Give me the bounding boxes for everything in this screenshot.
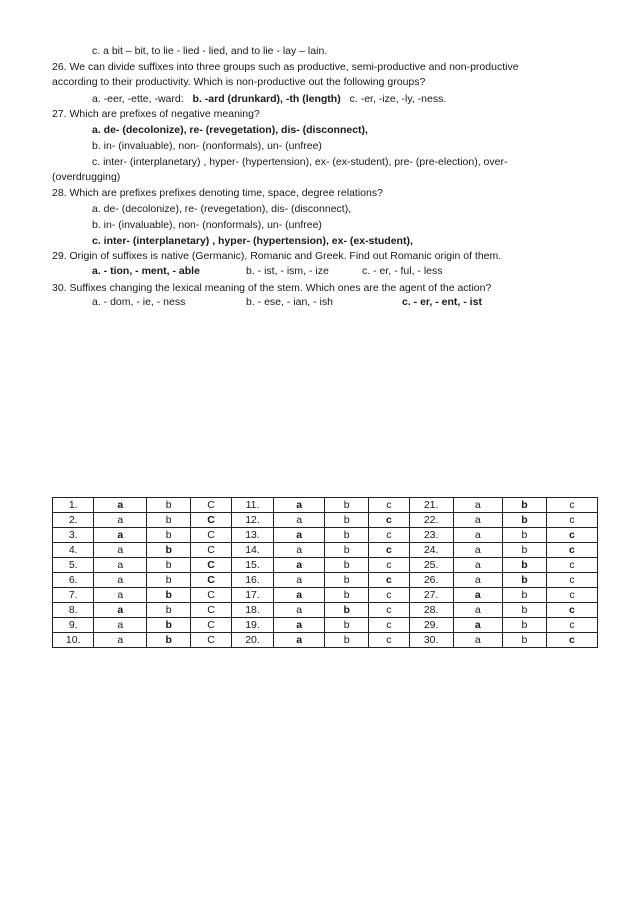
answer-option-cell: b bbox=[147, 513, 191, 528]
answer-option-cell: C bbox=[191, 588, 232, 603]
question-number-cell: 12. bbox=[231, 513, 273, 528]
table-row bbox=[53, 558, 598, 573]
answer-option-cell: b bbox=[147, 558, 191, 573]
answer-option-cell: b bbox=[502, 528, 546, 543]
answer-option-cell: c bbox=[369, 573, 409, 588]
answer-option-cell: b bbox=[325, 528, 369, 543]
answer-option-cell: b bbox=[325, 498, 369, 513]
answer-option-cell: b bbox=[147, 603, 191, 618]
question-number-cell: 22. bbox=[409, 513, 453, 528]
question-number-cell: 2. bbox=[53, 513, 94, 528]
answer-option-cell: a bbox=[274, 603, 325, 618]
answer-option-cell: b bbox=[325, 618, 369, 633]
question-number-cell: 18. bbox=[231, 603, 273, 618]
question-29-option-b: b. - ist, - ism, - ize bbox=[246, 265, 329, 277]
question-number-cell: 1. bbox=[53, 498, 94, 513]
question-number-cell: 14. bbox=[231, 543, 273, 558]
answer-option-cell: b bbox=[502, 573, 546, 588]
table-row bbox=[53, 513, 598, 528]
answer-option-cell: c bbox=[546, 528, 597, 543]
table-row bbox=[53, 528, 598, 543]
answer-option-cell: a bbox=[453, 558, 502, 573]
question-number-cell: 20. bbox=[231, 633, 273, 648]
table-row bbox=[53, 573, 598, 588]
answer-option-cell: c bbox=[546, 543, 597, 558]
answer-option-cell: b bbox=[147, 618, 191, 633]
answer-option-cell: b bbox=[502, 558, 546, 573]
answer-option-cell: C bbox=[191, 633, 232, 648]
answer-option-cell: c bbox=[369, 543, 409, 558]
question-number-cell: 25. bbox=[409, 558, 453, 573]
option-a: a. -eer, -ette, -ward: bbox=[92, 93, 184, 105]
answer-option-cell: a bbox=[94, 558, 147, 573]
answer-option-cell: c bbox=[369, 588, 409, 603]
answer-option-cell: c bbox=[546, 573, 597, 588]
answer-option-cell: b bbox=[325, 633, 369, 648]
answer-option-cell: a bbox=[453, 498, 502, 513]
answer-option-cell: c bbox=[546, 558, 597, 573]
answer-option-cell: a bbox=[274, 498, 325, 513]
answer-option-cell: b bbox=[325, 543, 369, 558]
answer-option-cell: a bbox=[453, 543, 502, 558]
answer-option-cell: c bbox=[369, 498, 409, 513]
answer-option-cell: a bbox=[274, 618, 325, 633]
answer-option-cell: c bbox=[369, 618, 409, 633]
answer-option-cell: a bbox=[274, 528, 325, 543]
question-26-options bbox=[92, 92, 446, 106]
answer-option-cell: b bbox=[147, 573, 191, 588]
answer-option-cell: b bbox=[325, 573, 369, 588]
answer-option-cell: b bbox=[502, 588, 546, 603]
table-row bbox=[53, 603, 598, 618]
question-29-stem: 29. Origin of suffixes is native (Germanic), Romanic and Greek. Find out Romanic origin of them. bbox=[52, 250, 502, 262]
question-number-cell: 24. bbox=[409, 543, 453, 558]
answer-option-cell: b bbox=[502, 633, 546, 648]
table-row bbox=[53, 618, 598, 633]
answer-option-cell: a bbox=[453, 513, 502, 528]
question-number-cell: 29. bbox=[409, 618, 453, 633]
answer-option-cell: a bbox=[94, 618, 147, 633]
answer-option-cell: b bbox=[502, 618, 546, 633]
answer-option-cell: a bbox=[274, 543, 325, 558]
answer-option-cell: c bbox=[546, 513, 597, 528]
answer-option-cell: b bbox=[502, 498, 546, 513]
question-26-stem: 26. We can divide suffixes into three groups such as productive, semi-productive and non-productive bbox=[52, 61, 519, 73]
answer-option-cell: a bbox=[453, 588, 502, 603]
answer-option-cell: a bbox=[94, 513, 147, 528]
answer-option-cell: c bbox=[546, 633, 597, 648]
answer-option-cell: c bbox=[546, 498, 597, 513]
answer-option-cell: C bbox=[191, 558, 232, 573]
answer-option-cell: b bbox=[325, 558, 369, 573]
answer-option-cell: c bbox=[369, 558, 409, 573]
question-number-cell: 30. bbox=[409, 633, 453, 648]
question-number-cell: 27. bbox=[409, 588, 453, 603]
question-28-option-a: a. de- (decolonize), re- (revegetation), dis- (disconnect), bbox=[92, 203, 352, 215]
answer-option-cell: b bbox=[325, 513, 369, 528]
question-number-cell: 11. bbox=[231, 498, 273, 513]
answer-option-cell: C bbox=[191, 618, 232, 633]
table-row bbox=[53, 588, 598, 603]
question-number-cell: 6. bbox=[53, 573, 94, 588]
answer-option-cell: a bbox=[453, 618, 502, 633]
question-number-cell: 10. bbox=[53, 633, 94, 648]
answer-option-cell: b bbox=[147, 588, 191, 603]
answer-option-cell: c bbox=[546, 618, 597, 633]
question-number-cell: 21. bbox=[409, 498, 453, 513]
answer-option-cell: b bbox=[147, 498, 191, 513]
question-number-cell: 19. bbox=[231, 618, 273, 633]
answer-option-cell: a bbox=[94, 633, 147, 648]
question-27-stem: 27. Which are prefixes of negative meaning? bbox=[52, 108, 260, 120]
question-28-option-b: b. in- (invaluable), non- (nonformals), un- (unfree) bbox=[92, 219, 322, 231]
question-30-option-a: a. - dom, - ie, - ness bbox=[92, 296, 186, 308]
question-29-option-c: c. - er, - ful, - less bbox=[362, 265, 443, 277]
question-27-option-c-cont: (overdrugging) bbox=[52, 171, 121, 183]
answer-option-cell: c bbox=[369, 528, 409, 543]
answer-option-cell: a bbox=[453, 573, 502, 588]
question-26-stem-cont: according to their productivity. Which is non-productive out the following groups? bbox=[52, 76, 426, 88]
question-number-cell: 9. bbox=[53, 618, 94, 633]
table-row bbox=[53, 498, 598, 513]
answer-option-cell: a bbox=[453, 603, 502, 618]
answer-option-cell: a bbox=[274, 588, 325, 603]
answer-option-cell: C bbox=[191, 573, 232, 588]
answer-option-cell: C bbox=[191, 603, 232, 618]
table-row bbox=[53, 633, 598, 648]
question-number-cell: 23. bbox=[409, 528, 453, 543]
answer-option-cell: c bbox=[546, 603, 597, 618]
question-number-cell: 3. bbox=[53, 528, 94, 543]
question-30-option-b: b. - ese, - ian, - ish bbox=[246, 296, 333, 308]
answer-option-cell: a bbox=[94, 543, 147, 558]
answer-option-cell: a bbox=[453, 633, 502, 648]
option-c: c. -er, -ize, -ly, -ness. bbox=[349, 93, 447, 105]
answer-option-cell: C bbox=[191, 528, 232, 543]
answer-option-cell: c bbox=[369, 633, 409, 648]
answer-option-cell: c bbox=[369, 513, 409, 528]
answer-option-cell: c bbox=[369, 603, 409, 618]
question-27-option-c: c. inter- (interplanetary) , hyper- (hypertension), ex- (ex-student), pre- (pre-election), over- bbox=[92, 156, 508, 168]
question-number-cell: 15. bbox=[231, 558, 273, 573]
answer-option-cell: b bbox=[147, 633, 191, 648]
answer-option-cell: b bbox=[325, 603, 369, 618]
answer-option-cell: b bbox=[502, 603, 546, 618]
answer-option-cell: a bbox=[94, 528, 147, 543]
answer-option-cell: a bbox=[274, 513, 325, 528]
answer-key-table bbox=[52, 497, 598, 648]
question-number-cell: 5. bbox=[53, 558, 94, 573]
answer-option-cell: a bbox=[94, 603, 147, 618]
answer-option-cell: c bbox=[546, 588, 597, 603]
answer-option-cell: b bbox=[502, 543, 546, 558]
question-number-cell: 13. bbox=[231, 528, 273, 543]
question-number-cell: 28. bbox=[409, 603, 453, 618]
answer-option-cell: a bbox=[453, 528, 502, 543]
question-28-stem: 28. Which are prefixes prefixes denoting time, space, degree relations? bbox=[52, 187, 383, 199]
answer-option-cell: C bbox=[191, 513, 232, 528]
answer-option-cell: a bbox=[274, 573, 325, 588]
question-25-option-c: c. a bit – bit, to lie - lied - lied, and to lie - lay – lain. bbox=[92, 45, 328, 57]
question-number-cell: 8. bbox=[53, 603, 94, 618]
question-30-option-c: c. - er, - ent, - ist bbox=[402, 296, 482, 308]
question-number-cell: 4. bbox=[53, 543, 94, 558]
question-number-cell: 17. bbox=[231, 588, 273, 603]
answer-option-cell: b bbox=[147, 528, 191, 543]
question-number-cell: 7. bbox=[53, 588, 94, 603]
question-28-option-c: c. inter- (interplanetary) , hyper- (hypertension), ex- (ex-student), bbox=[92, 235, 413, 247]
answer-option-cell: a bbox=[94, 573, 147, 588]
question-number-cell: 16. bbox=[231, 573, 273, 588]
table-row bbox=[53, 543, 598, 558]
question-30-stem: 30. Suffixes changing the lexical meaning of the stem. Which ones are the agent of the action? bbox=[52, 282, 492, 294]
answer-option-cell: a bbox=[274, 633, 325, 648]
question-number-cell: 26. bbox=[409, 573, 453, 588]
answer-option-cell: b bbox=[325, 588, 369, 603]
question-27-option-a: a. de- (decolonize), re- (revegetation), dis- (disconnect), bbox=[92, 124, 368, 136]
answer-option-cell: b bbox=[147, 543, 191, 558]
answer-option-cell: a bbox=[94, 498, 147, 513]
option-b: b. -ard (drunkard), -th (length) bbox=[192, 93, 341, 105]
answer-option-cell: b bbox=[502, 513, 546, 528]
question-27-option-b: b. in- (invaluable), non- (nonformals), un- (unfree) bbox=[92, 140, 322, 152]
answer-option-cell: C bbox=[191, 498, 232, 513]
answer-option-cell: C bbox=[191, 543, 232, 558]
answer-option-cell: a bbox=[274, 558, 325, 573]
answer-option-cell: a bbox=[94, 588, 147, 603]
question-29-option-a: a. - tion, - ment, - able bbox=[92, 265, 200, 277]
